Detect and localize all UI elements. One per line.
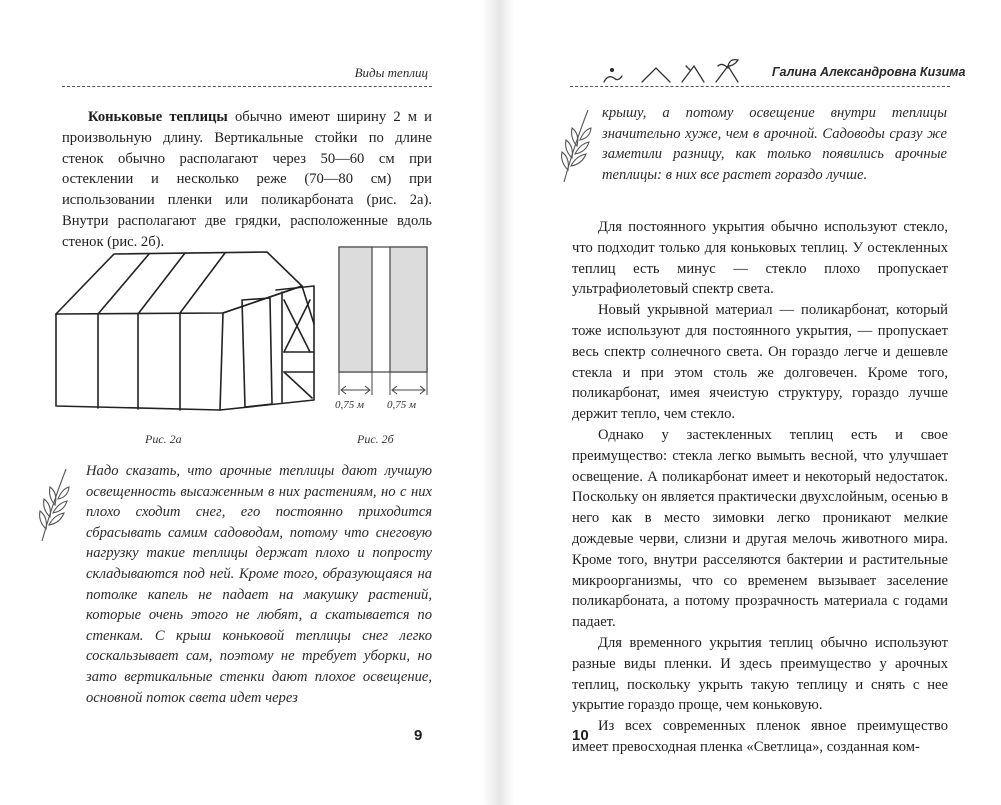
intro-paragraph xyxy=(62,107,432,253)
paragraph: Из всех современных пленок явное преимущество имеет превосходная пленка «Светлица», созданная ком- xyxy=(572,718,948,755)
running-head: Галина Александровна Кизима xyxy=(772,65,966,79)
figure-caption-2b: Рис. 2б xyxy=(357,432,394,446)
bed-layout-plan xyxy=(335,245,435,425)
paragraph: Для временного укрытия теплиц обычно используют разные виды пленки. И здесь преимущество у арочных теплиц, поскольку укрыть такую теплицу и снять с нее укрытие гораздо проще, чем коньковую. xyxy=(572,634,948,714)
bold-term: Коньковые теплицы xyxy=(88,109,228,125)
paragraph: Новый укрывной материал — поликарбонат, который тоже используют для постоянного укрытия, — пропускает весь спектр солнечного света. Он гораздо легче и дешевле стекла и при этом столь же долговечен. Кроме того, поликарбонат, имея ячеистую структуру, гораздо лучше держит тепло, чем стекло. xyxy=(572,302,948,423)
italic-note-left: Надо сказать, что арочные теплицы дают лучшую освещенность высаженным в них растениям, но с них плохо сходит снег, его постоянно приходится сбрасывать самим садоводам, потому что снеговую нагрузку такие теплицы держат плохо и попросту складываются под ней. Кроме того, образующаяся на потолке капель не падает на макушку растений, которые очень этого не любят, а скатывается по стенкам. С крыш коньковой теплицы снег легко соскальзывает сам, поэтому не требует уборки, но зато вертикальные стенки дают плохое освещение, основной поток света идет через xyxy=(86,463,432,706)
page-number-left: 9 xyxy=(414,727,423,744)
header-rule xyxy=(62,86,432,87)
paragraph: Однако у застекленных теплиц есть и свое преимущество: стекла легко вымыть весной, что улучшает освещение. А поликарбонат имеет и некоторый недостаток. Поскольку он является практически двухслойным, осенью в него как в место зимовки легко проникают мелкие дождевые черви, слизни и другая мелочь животного мира. Кроме того, внутри расселяются бактерии и растительные микроорганизмы, что со временем вызывает заселение поликарбоната, а потому прозрачность материала с годами падает. xyxy=(572,426,948,631)
header-rule xyxy=(570,86,950,87)
page-number-right: 10 xyxy=(572,727,589,744)
dim-label-left: 0,75 м xyxy=(335,399,365,411)
dim-label-right: 0,75 м xyxy=(387,399,417,411)
left-page xyxy=(0,0,500,805)
right-page xyxy=(500,0,1001,805)
gutter-shadow xyxy=(500,0,514,805)
gutter-shadow xyxy=(482,0,500,805)
italic-note-right: крышу, а потому освещение внутри теплицы значительно хуже, чем в арочной. Садоводы сразу же заметили разницу, как только появились арочные теплицы: в них все растет гораздо лучше. xyxy=(602,105,947,183)
leaf-ornament-icon xyxy=(558,106,592,186)
running-head: Виды теплиц xyxy=(354,65,428,80)
paragraph: Для постоянного укрытия обычно используют стекло, что подходит только для коньковых теплиц. У остекленных теплиц есть минус — стекло плохо пропускает ультрафиолетовый спектр света. xyxy=(572,219,948,298)
intro-text: обычно имеют ширину 2 м и произвольную длину. Вертикальные стойки по длине стенок обычно располагают через 50—60 см при остеклении и несколько реже (70—80 см) при использовании пленки или поликарбоната (рис. 2а). Внутри располагают две грядки, расположенные вдоль стенок (рис. 2б). xyxy=(62,109,432,250)
body-text xyxy=(572,217,948,758)
figure-caption-2a: Рис. 2а xyxy=(145,432,182,446)
leaf-ornament-icon xyxy=(36,465,70,545)
sprouts-ornament-icon xyxy=(598,56,748,86)
greenhouse-drawing xyxy=(52,242,342,422)
